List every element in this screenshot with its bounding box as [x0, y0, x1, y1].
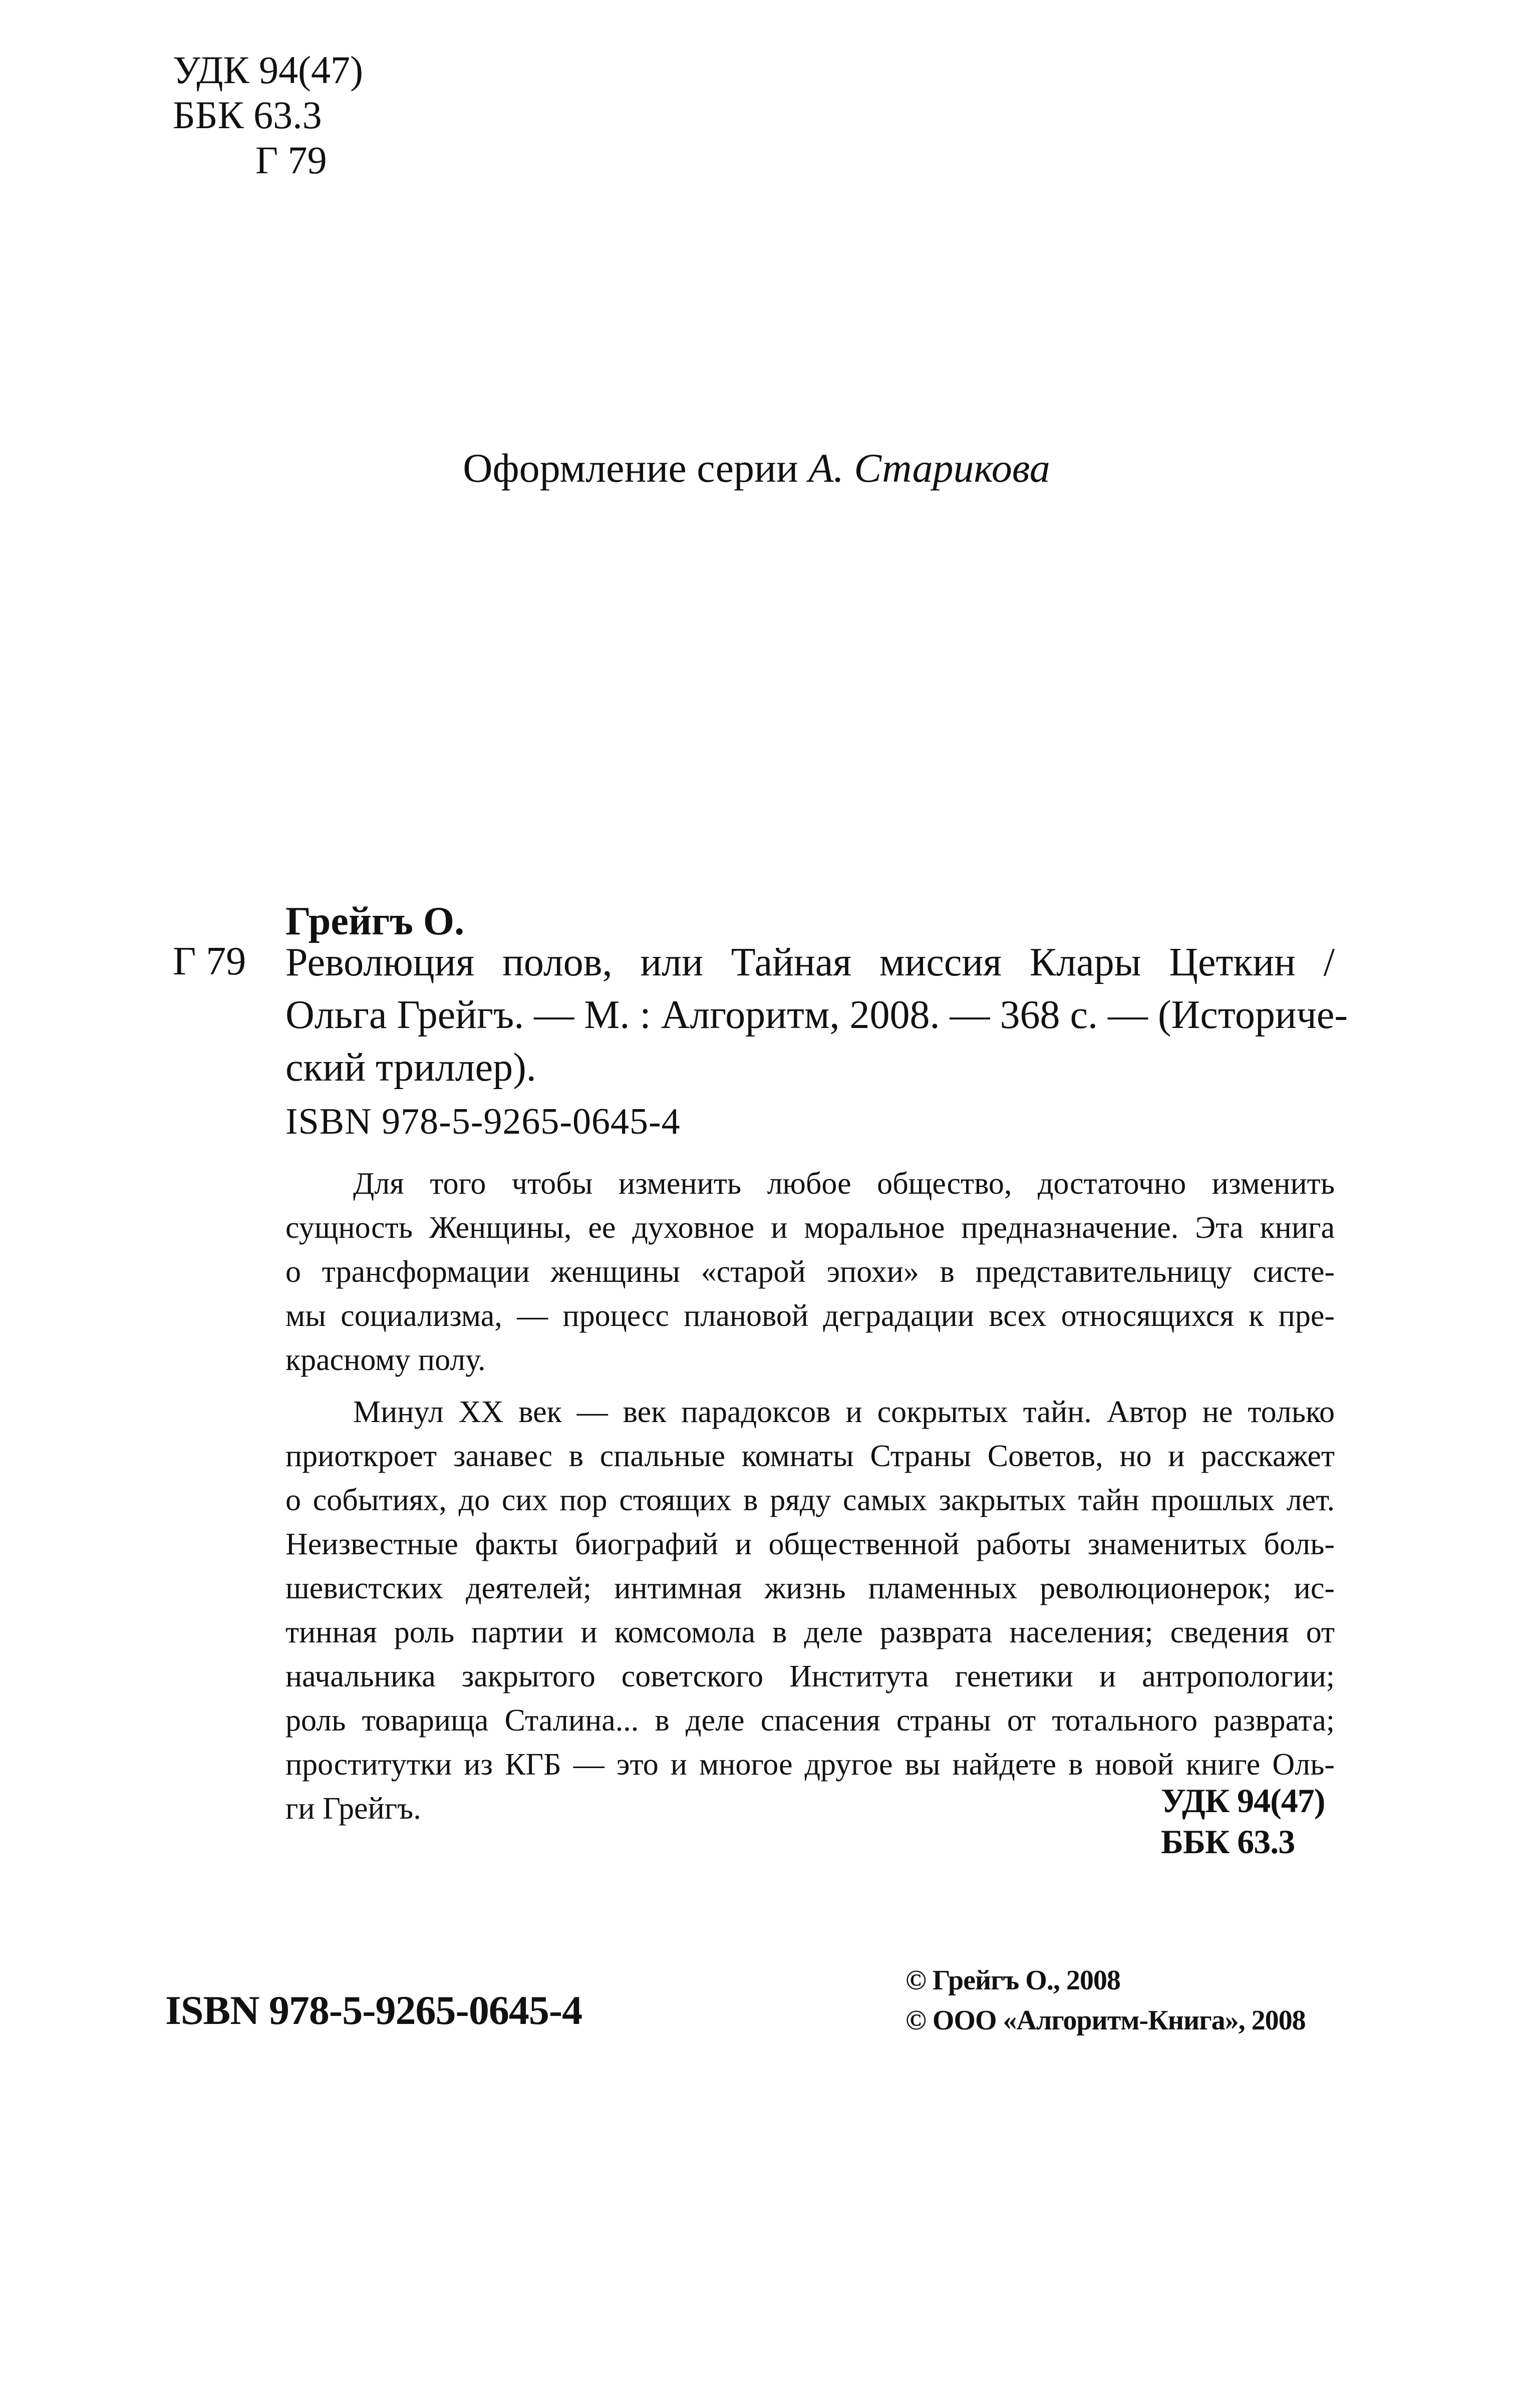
series-design-credit: [0, 443, 1513, 493]
annotation-line: Неизвестные факты биографий и общественной работы знаменитых боль-: [285, 1527, 1335, 1561]
annotation-line: роль товарища Сталина... в деле спасения страны от тотального разврата;: [285, 1703, 1335, 1738]
annotation-line: о трансформации женщины «старой эпохи» в представительницу систе-: [285, 1255, 1335, 1289]
annotation-line: красному полу.: [285, 1343, 486, 1377]
cutter-code: Г 79: [255, 138, 327, 182]
classification-codes-bottom: [1161, 1780, 1325, 1862]
bib-line: ский триллер).: [285, 1046, 536, 1090]
series-credit-prefix: Оформление серии: [463, 445, 809, 491]
bib-line: Ольга Грейгъ. — М. : Алгоритм, 2008. — 368 с. — (Историче-: [285, 993, 1348, 1037]
annotation-line: шевистских деятелей; интимная жизнь пламенных революционерок; ис-: [285, 1571, 1335, 1605]
bbk-code: ББК 63.3: [173, 93, 322, 137]
udk-code-bottom: УДК 94(47): [1161, 1782, 1325, 1820]
annotation-line: мы социализма, — процесс плановой деградации всех относящихся к пре-: [285, 1299, 1335, 1333]
annotation-line: тинная роль партии и комсомола в деле разврата населения; сведения от: [285, 1615, 1335, 1649]
copyright-author: © Грейгъ О., 2008: [905, 1965, 1120, 1996]
isbn-entry: ISBN 978-5-9265-0645-4: [285, 1101, 681, 1142]
annotation-line: ги Грейгъ.: [285, 1792, 421, 1826]
bib-line: Революция полов, или Тайная миссия Клары Цеткин /: [285, 940, 1335, 984]
annotation-line: приоткроет занавес в спальные комнаты Страны Советов, но и расскажет: [285, 1439, 1335, 1473]
annotation-line: начальника закрытого советского Института генетики и антропологии;: [285, 1659, 1335, 1693]
bib-cutter-mark: Г 79: [173, 939, 246, 983]
annotation-line: проститутки из КГБ — это и многое другое вы найдете в новой книге Оль-: [285, 1748, 1335, 1782]
annotation: [285, 1162, 1335, 1831]
author-heading: Грейгъ О.: [285, 899, 465, 943]
classification-codes-top: [173, 48, 363, 183]
annotation-line: сущность Женщины, ее духовное и моральное предназначение. Эта книга: [285, 1211, 1335, 1245]
series-designer-name: А. Старикова: [808, 445, 1050, 491]
copyright-block: [905, 1960, 1306, 2040]
annotation-line: о событиях, до сих пор стоящих в ряду самых закрытых тайн прошлых лет.: [285, 1483, 1335, 1517]
annotation-line: Минул XX век — век парадоксов и сокрытых тайн. Автор не только: [353, 1395, 1335, 1429]
bibliographic-description: [285, 936, 1348, 1094]
udk-code: УДК 94(47): [173, 48, 364, 92]
annotation-line: Для того чтобы изменить любое общество, достаточно изменить: [353, 1167, 1335, 1201]
isbn-bottom: ISBN 978-5-9265-0645-4: [165, 1987, 582, 2033]
bbk-code-bottom: ББК 63.3: [1161, 1823, 1295, 1861]
copyright-publisher: © ООО «Алгоритм-Книга», 2008: [905, 2005, 1306, 2036]
